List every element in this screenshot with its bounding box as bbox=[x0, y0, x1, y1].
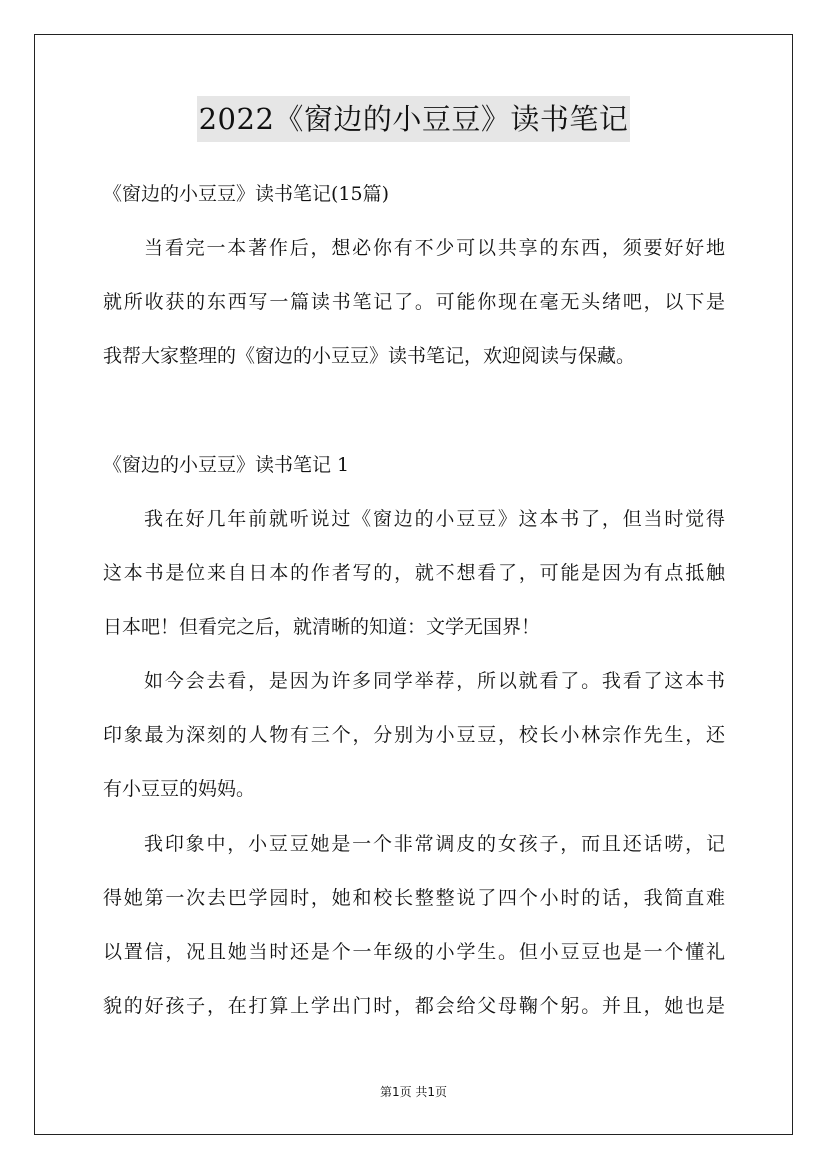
paragraph-line: 如今会去看，是因为许多同学举荐，所以就看了。我看了这本书 bbox=[144, 670, 725, 692]
document-title: 2022《窗边的小豆豆》读书笔记 bbox=[197, 96, 631, 142]
paragraph-line: 印象最为深刻的人物有三个，分别为小豆豆，校长小林宗作先生，还 bbox=[103, 724, 725, 746]
paragraph-line: 我在好几年前就听说过《窗边的小豆豆》这本书了，但当时觉得 bbox=[144, 508, 725, 530]
title-container bbox=[0, 96, 827, 142]
intro-line: 就所收获的东西写一篇读书笔记了。可能你现在毫无头绪吧，以下是 bbox=[103, 291, 725, 313]
page-number-footer: 第1页 共1页 bbox=[379, 1085, 448, 1099]
paragraph-line: 得她第一次去巴学园时，她和校长整整说了四个小时的话，我简直难 bbox=[103, 887, 725, 909]
document-subtitle: 《窗边的小豆豆》读书笔记(15篇) bbox=[103, 183, 390, 205]
paragraph-line: 貌的好孩子，在打算上学出门时，都会给父母鞠个躬。并且，她也是 bbox=[103, 995, 725, 1017]
section-heading: 《窗边的小豆豆》读书笔记 1 bbox=[103, 454, 350, 476]
paragraph-line: 我印象中，小豆豆她是一个非常调皮的女孩子，而且还话唠，记 bbox=[144, 833, 725, 855]
paragraph-line: 以置信，况且她当时还是个一年级的小学生。但小豆豆也是一个懂礼 bbox=[103, 941, 725, 963]
intro-line: 当看完一本著作后，想必你有不少可以共享的东西，须要好好地 bbox=[144, 237, 725, 259]
paragraph-line: 这本书是位来自日本的作者写的，就不想看了，可能是因为有点抵触 bbox=[103, 562, 725, 584]
intro-line: 我帮大家整理的《窗边的小豆豆》读书笔记，欢迎阅读与保藏。 bbox=[103, 345, 636, 367]
paragraph-line: 有小豆豆的妈妈。 bbox=[103, 778, 256, 800]
paragraph-line: 日本吧！但看完之后，就清晰的知道：文学无国界！ bbox=[103, 616, 541, 638]
